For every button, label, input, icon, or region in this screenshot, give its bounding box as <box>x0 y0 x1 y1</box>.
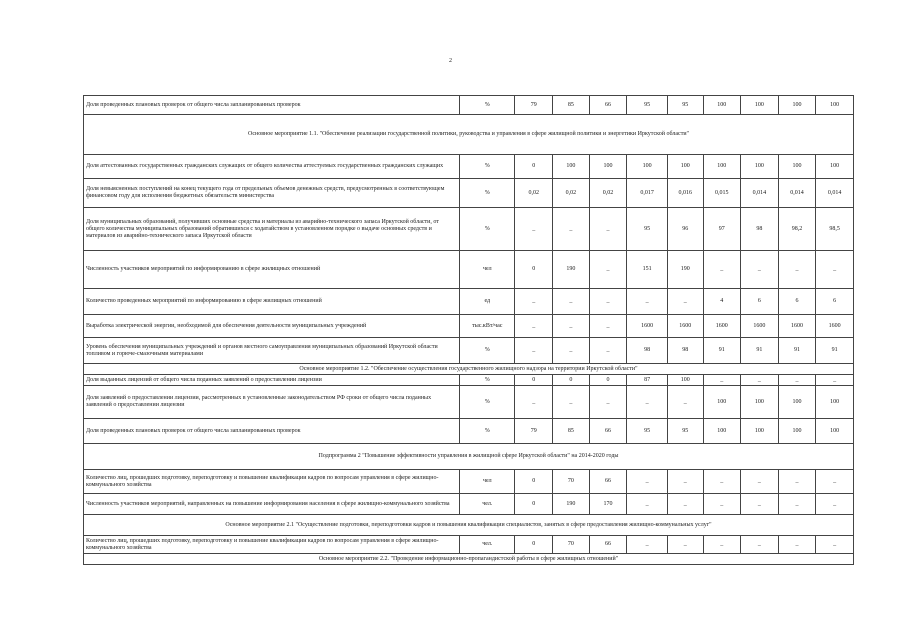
unit-cell: ед <box>460 289 515 315</box>
section-heading: Основное мероприятие 1.1. "Обеспечение реализации государственной политики, руководства и управления в сфере жилищной политики и энергетики Иркутской области" <box>84 115 854 155</box>
value-cell: _ <box>741 470 779 494</box>
unit-cell: % <box>460 386 515 419</box>
value-cell: _ <box>627 536 668 554</box>
value-cell: 100 <box>703 386 741 419</box>
table-row <box>84 251 854 289</box>
value-cell: 98 <box>667 338 703 364</box>
indicator-name: Численность участников мероприятий, направленных на повышение информирования населения в сфере жилищно-коммунального хозяйства <box>84 494 460 515</box>
unit-cell: чел. <box>460 494 515 515</box>
value-cell: 66 <box>589 96 627 115</box>
value-cell: 95 <box>667 419 703 444</box>
value-cell: _ <box>553 386 590 419</box>
value-cell: _ <box>703 375 741 386</box>
value-cell: _ <box>589 386 627 419</box>
value-cell: 100 <box>703 155 741 179</box>
value-cell: 1600 <box>667 315 703 338</box>
table-row <box>84 386 854 419</box>
value-cell: 100 <box>703 96 741 115</box>
value-cell: 1600 <box>627 315 668 338</box>
value-cell: 0 <box>515 470 553 494</box>
value-cell: 1600 <box>778 315 816 338</box>
value-cell: 91 <box>778 338 816 364</box>
value-cell: 0,016 <box>667 179 703 208</box>
section-heading-row <box>84 554 854 565</box>
value-cell: _ <box>778 375 816 386</box>
value-cell: 100 <box>778 419 816 444</box>
value-cell: _ <box>778 470 816 494</box>
table-row <box>84 179 854 208</box>
unit-cell: % <box>460 419 515 444</box>
table-row <box>84 208 854 251</box>
value-cell: 85 <box>553 419 590 444</box>
value-cell: 91 <box>741 338 779 364</box>
table-row <box>84 536 854 554</box>
value-cell: _ <box>816 251 854 289</box>
value-cell: 100 <box>627 155 668 179</box>
value-cell: 100 <box>816 386 854 419</box>
value-cell: 100 <box>778 386 816 419</box>
value-cell: 79 <box>515 96 553 115</box>
section-heading: Основное мероприятие 2.1 "Осуществление подготовки, переподготовки кадров и повышения квалификации специалистов, занятых в сфере предоставления жилищно-коммунальных услуг" <box>84 515 854 536</box>
value-cell: _ <box>553 208 590 251</box>
value-cell: 100 <box>816 96 854 115</box>
section-heading-row <box>84 515 854 536</box>
value-cell: 100 <box>741 96 779 115</box>
unit-cell: чел <box>460 251 515 289</box>
value-cell: 100 <box>816 155 854 179</box>
section-heading-row <box>84 444 854 470</box>
unit-cell: чел. <box>460 536 515 554</box>
value-cell: 95 <box>627 96 668 115</box>
value-cell: 70 <box>553 470 590 494</box>
value-cell: 6 <box>816 289 854 315</box>
value-cell: 0,02 <box>589 179 627 208</box>
value-cell: 0 <box>553 375 590 386</box>
value-cell: 100 <box>778 96 816 115</box>
value-cell: _ <box>778 251 816 289</box>
section-heading: Основное мероприятие 1.2. "Обеспечение осуществления государственного жилищного надзора на территории Иркутской области" <box>84 364 854 375</box>
value-cell: _ <box>589 338 627 364</box>
value-cell: 6 <box>778 289 816 315</box>
value-cell: _ <box>741 251 779 289</box>
value-cell: 66 <box>589 419 627 444</box>
indicator-name: Доля проведенных плановых проверок от общего числа запланированных проверок <box>84 96 460 115</box>
indicator-name: Доля аттестованных государственных гражданских служащих от общего количества аттестуемых государственных гражданских служащих <box>84 155 460 179</box>
value-cell: 0,015 <box>703 179 741 208</box>
value-cell: 100 <box>589 155 627 179</box>
value-cell: 95 <box>627 208 668 251</box>
indicator-name: Доля проведенных плановых проверок от общего числа запланированных проверок <box>84 419 460 444</box>
indicators-table <box>83 95 854 565</box>
value-cell: 100 <box>741 155 779 179</box>
unit-cell: % <box>460 208 515 251</box>
value-cell: _ <box>816 375 854 386</box>
value-cell: _ <box>589 208 627 251</box>
indicator-name: Количество проведенных мероприятий по информированию в сфере жилищных отношений <box>84 289 460 315</box>
value-cell: _ <box>515 208 553 251</box>
value-cell: 100 <box>703 419 741 444</box>
table-row <box>84 289 854 315</box>
value-cell: 190 <box>553 494 590 515</box>
value-cell: 70 <box>553 536 590 554</box>
value-cell: 66 <box>589 470 627 494</box>
value-cell: 0,017 <box>627 179 668 208</box>
section-heading: Подпрограмма 2 "Повышение эффективности управления в жилищной сфере Иркутской области" на 2014-2020 годы <box>84 444 854 470</box>
indicator-name: Доля муниципальных образований, получивших основные средства и материалы из аварийно-технического запаса Иркутской области, от общего количества муниципальных образований обратившихся с ходатайством в установленном порядке о выдаче основных средств и материалов из аварийно-технического запаса Иркутской области <box>84 208 460 251</box>
value-cell: 6 <box>741 289 779 315</box>
value-cell: 95 <box>667 96 703 115</box>
unit-cell: % <box>460 338 515 364</box>
section-heading-row <box>84 115 854 155</box>
indicator-name: Доля невыясненных поступлений на конец текущего года от предельных объемов денежных средств, предусмотренных в соответствующем финансовом году для исполнения бюджетных обязательств министерства <box>84 179 460 208</box>
value-cell: 1600 <box>703 315 741 338</box>
value-cell: 97 <box>703 208 741 251</box>
value-cell: _ <box>667 470 703 494</box>
table-row <box>84 155 854 179</box>
section-heading-row <box>84 364 854 375</box>
value-cell: _ <box>589 251 627 289</box>
value-cell: _ <box>627 494 668 515</box>
value-cell: 87 <box>627 375 668 386</box>
indicator-name: Количество лиц, прошедших подготовку, переподготовку и повышение квалификации кадров по вопросам управления в сфере жилищно-коммунального хозяйства <box>84 536 460 554</box>
value-cell: 100 <box>667 375 703 386</box>
value-cell: _ <box>741 375 779 386</box>
section-heading: Основное мероприятие 2.2. "Проведение информационно-пропагандистской работы в сфере жилищных отношений" <box>84 554 854 565</box>
table-row <box>84 375 854 386</box>
unit-cell: % <box>460 179 515 208</box>
value-cell: _ <box>553 315 590 338</box>
table-row <box>84 96 854 115</box>
value-cell: 0 <box>515 375 553 386</box>
value-cell: _ <box>741 494 779 515</box>
value-cell: 0,02 <box>553 179 590 208</box>
value-cell: _ <box>703 470 741 494</box>
unit-cell: % <box>460 375 515 386</box>
value-cell: _ <box>667 386 703 419</box>
value-cell: 91 <box>703 338 741 364</box>
indicator-name: Уровень обеспечения муниципальных учреждений и органов местного самоуправления муниципальных образований Иркутской области топливом и горюче-смазочными материалами <box>84 338 460 364</box>
value-cell: 4 <box>703 289 741 315</box>
value-cell: 100 <box>741 419 779 444</box>
value-cell: _ <box>816 536 854 554</box>
value-cell: _ <box>553 289 590 315</box>
value-cell: _ <box>515 289 553 315</box>
value-cell: 0 <box>515 251 553 289</box>
value-cell: 0,02 <box>515 179 553 208</box>
value-cell: 0 <box>589 375 627 386</box>
value-cell: 170 <box>589 494 627 515</box>
table-row <box>84 338 854 364</box>
table-row <box>84 494 854 515</box>
unit-cell: % <box>460 96 515 115</box>
value-cell: _ <box>667 536 703 554</box>
value-cell: 0 <box>515 536 553 554</box>
value-cell: 85 <box>553 96 590 115</box>
value-cell: _ <box>627 289 668 315</box>
value-cell: 100 <box>816 419 854 444</box>
indicator-name: Численность участников мероприятий по информированию в сфере жилищных отношений <box>84 251 460 289</box>
value-cell: 98,2 <box>778 208 816 251</box>
value-cell: _ <box>703 536 741 554</box>
value-cell: _ <box>627 470 668 494</box>
value-cell: 66 <box>589 536 627 554</box>
value-cell: _ <box>703 494 741 515</box>
value-cell: 100 <box>778 155 816 179</box>
indicator-name: Доля заявлений о предоставлении лицензии, рассмотренных в установленные законодательством РФ сроки от общего числа поданных заявлений о предоставлении лицензии <box>84 386 460 419</box>
page-number: 2 <box>449 58 452 64</box>
value-cell: 190 <box>667 251 703 289</box>
value-cell: 151 <box>627 251 668 289</box>
value-cell: _ <box>553 338 590 364</box>
value-cell: _ <box>515 338 553 364</box>
value-cell: 190 <box>553 251 590 289</box>
value-cell: _ <box>703 251 741 289</box>
value-cell: 100 <box>553 155 590 179</box>
value-cell: _ <box>667 494 703 515</box>
value-cell: _ <box>515 315 553 338</box>
table-row <box>84 470 854 494</box>
value-cell: 96 <box>667 208 703 251</box>
unit-cell: чел <box>460 470 515 494</box>
value-cell: _ <box>778 536 816 554</box>
indicator-name: Доля выданных лицензий от общего числа поданных заявлений о предоставлении лицензии <box>84 375 460 386</box>
value-cell: 1600 <box>816 315 854 338</box>
indicator-name: Количество лиц, прошедших подготовку, переподготовку и повышение квалификации кадров по вопросам управления в сфере жилищно-коммунального хозяйства <box>84 470 460 494</box>
value-cell: 0,014 <box>816 179 854 208</box>
indicator-name: Выработка электрической энергии, необходимой для обеспечения деятельности муниципальных учреждений <box>84 315 460 338</box>
value-cell: 0,014 <box>741 179 779 208</box>
value-cell: _ <box>816 470 854 494</box>
table-row <box>84 315 854 338</box>
value-cell: 0,014 <box>778 179 816 208</box>
value-cell: 98 <box>741 208 779 251</box>
value-cell: 100 <box>741 386 779 419</box>
value-cell: 0 <box>515 155 553 179</box>
value-cell: _ <box>627 386 668 419</box>
value-cell: 98 <box>627 338 668 364</box>
value-cell: 98,5 <box>816 208 854 251</box>
unit-cell: тыс.кВт/час <box>460 315 515 338</box>
value-cell: _ <box>667 289 703 315</box>
value-cell: 91 <box>816 338 854 364</box>
value-cell: _ <box>816 494 854 515</box>
table-row <box>84 419 854 444</box>
value-cell: _ <box>778 494 816 515</box>
value-cell: _ <box>741 536 779 554</box>
unit-cell: % <box>460 155 515 179</box>
value-cell: 95 <box>627 419 668 444</box>
value-cell: 100 <box>667 155 703 179</box>
value-cell: _ <box>589 289 627 315</box>
value-cell: _ <box>515 386 553 419</box>
value-cell: 79 <box>515 419 553 444</box>
value-cell: 1600 <box>741 315 779 338</box>
value-cell: 0 <box>515 494 553 515</box>
value-cell: _ <box>589 315 627 338</box>
